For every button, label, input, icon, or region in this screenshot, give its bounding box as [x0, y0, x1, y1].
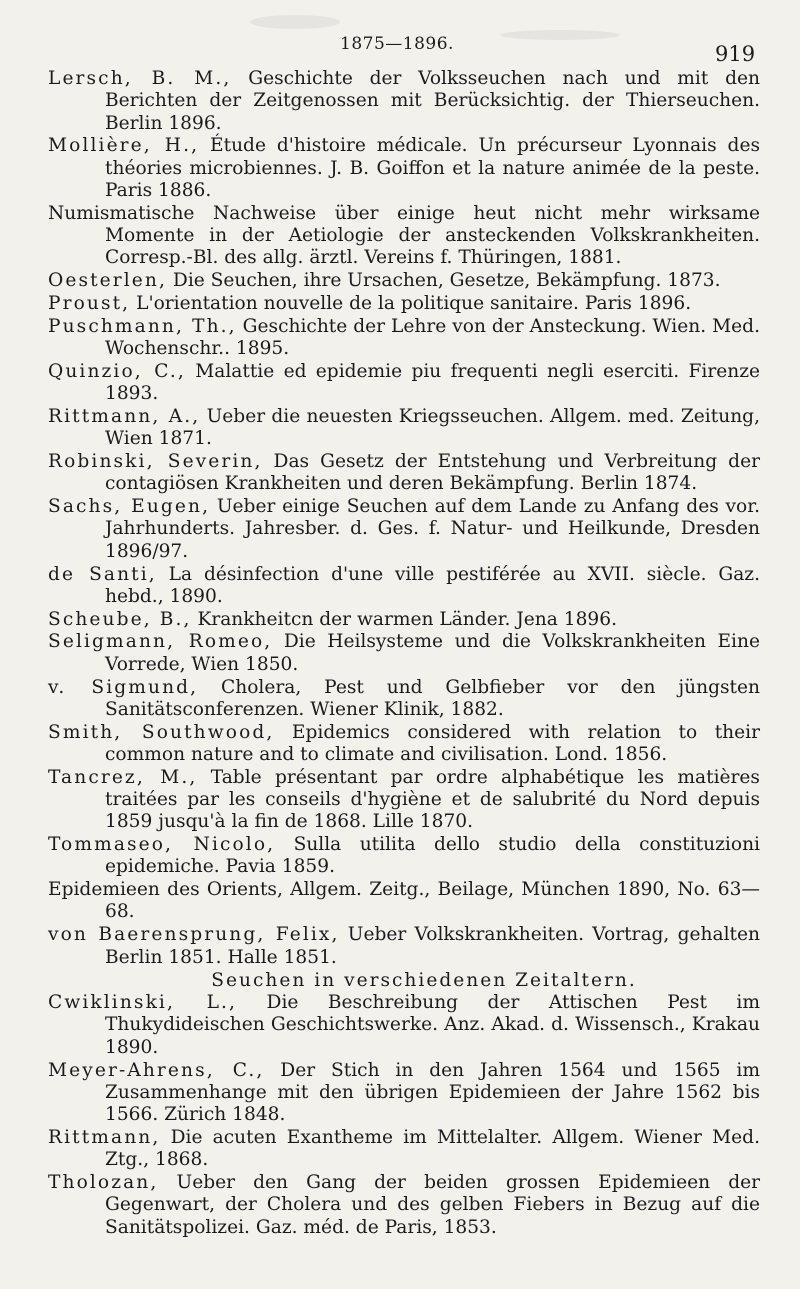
- entry-text: Epidemics considered with relation to their common nature and to climate and civilisation. Lond. 1856.: [105, 721, 760, 765]
- entry-author: Rittmann,: [48, 1126, 161, 1148]
- entry-author: Rittmann, A.,: [48, 405, 201, 427]
- entry-text: La désinfection d'une ville pestiférée au XVII. siècle. Gaz. hebd., 1890.: [105, 563, 760, 607]
- entry-text: Die Heilsysteme und die Volkskrankheiten Eine Vorrede, Wien 1850.: [105, 631, 760, 675]
- bibliography-entry: [48, 406, 760, 451]
- bibliography-entry: [48, 631, 760, 676]
- entry-text: L'orientation nouvelle de la politique sanitaire. Paris 1896.: [130, 292, 692, 314]
- bibliography-entry: [48, 722, 760, 767]
- entry-text: Table présentant par ordre alphabétique les matières traitées par les conseils d'hygiène et de salubrité du Nord depuis 1859 jusqu'à la fin de 1868. Lille 1870.: [105, 766, 760, 833]
- paper-smudge: [500, 30, 620, 40]
- entry-author: Tancrez, M.,: [48, 766, 198, 788]
- bibliography-entry: [48, 1127, 760, 1172]
- entry-text: Cholera, Pest und Gelbfieber vor den jüngsten Sanitätsconferenzen. Wiener Klinik, 1882.: [105, 676, 761, 720]
- entry-author: Meyer-Ahrens, C.,: [48, 1059, 265, 1081]
- paper-smudge: [250, 15, 340, 29]
- entry-text: Geschichte der Volksseuchen nach und mit den Berichten der Zeitgenossen mit Berücksichtig. der Thierseuchen. Berlin 1896.: [105, 68, 760, 134]
- entry-text: Sulla utilita dello studio della constituzioni epidemiche. Pavia 1859.: [105, 834, 760, 878]
- bibliography-entry: [48, 564, 760, 609]
- entry-author: von Baerensprung, Felix,: [48, 924, 340, 946]
- bibliography-entry: [48, 135, 760, 202]
- entry-author: Sachs, Eugen,: [48, 496, 211, 518]
- entry-author: Tholozan,: [48, 1172, 159, 1194]
- bibliography-entry: [48, 361, 760, 406]
- bibliography-entry: [48, 1172, 760, 1239]
- entry-text: Étude d'histoire médicale. Un précurseur Lyonnais des théories microbiennes. J. B. Goiffon et la nature animée de la peste. Paris 1886.: [105, 135, 760, 201]
- entry-text: Krankheitcn der warmen Länder. Jena 1896.: [191, 608, 617, 630]
- entry-text: Ueber einige Seuchen auf dem Lande zu Anfang des vor. Jahrhunderts. Jahresber. d. Ges. f. Natur- und Heilkunde, Dresden 1896/97.: [105, 496, 760, 562]
- entry-author: de Santi,: [48, 563, 157, 585]
- page-number: 919: [715, 42, 756, 66]
- bibliography-entry: [48, 879, 760, 924]
- entry-text: Die Beschreibung der Attischen Pest im Thukydideischen Geschichtswerke. Anz. Akad. d. Wissensch., Krakau 1890.: [105, 992, 760, 1058]
- entry-author: Quinzio, C.,: [48, 360, 186, 382]
- entry-text: Die acuten Exantheme im Mittelalter. Allgem. Wiener Med. Ztg., 1868.: [105, 1126, 760, 1171]
- bibliography-entry: [48, 1060, 760, 1127]
- bibliography-entry: [48, 203, 760, 270]
- entry-author: Lersch, B. M.,: [48, 68, 232, 89]
- entry-text: Ueber die neuesten Kriegsseuchen. Allgem. med. Zeitung, Wien 1871.: [105, 405, 760, 450]
- page-header: [0, 22, 800, 66]
- entry-text: Ueber Volkskrankheiten. Vortrag, gehalten Berlin 1851. Halle 1851.: [105, 924, 760, 968]
- bibliography-entry: [48, 316, 760, 361]
- bibliography-entry: [48, 270, 760, 292]
- entry-text: Geschichte der Lehre von der Ansteckung. Wien. Med. Wochenschr.. 1895.: [105, 315, 760, 360]
- entry-author: Puschmann, Th.,: [48, 315, 237, 337]
- entry-author: Proust,: [48, 292, 131, 314]
- bibliography-entry: [48, 767, 760, 834]
- entry-text: Ueber den Gang der beiden grossen Epidemieen der Gegenwart, der Cholera und des gelben Fiebers in Bezug auf die Sanitätspolizei. Gaz. méd. de Paris, 1853.: [105, 1172, 760, 1238]
- bibliography-entry: [48, 677, 760, 722]
- entry-text: Der Stich in den Jahren 1564 und 1565 im Zusammenhange mit den übrigen Epidemieen der Jahre 1562 bis 1566. Zürich 1848.: [105, 1059, 760, 1126]
- entries-before: [48, 68, 760, 969]
- entry-text: Die Seuchen, ihre Ursachen, Gesetze, Bekämpfung. 1873.: [167, 270, 721, 292]
- bibliography-entry: [48, 609, 760, 631]
- entry-text: Numismatische Nachweise über einige heut nicht mehr wirksame Momente in der Aetiologie der ansteckenden Volkskrankheiten. Corresp.-Bl. des allg. ärztl. Vereins f. Thüringen, 1881.: [48, 202, 760, 269]
- entry-author: Scheube, B.,: [48, 608, 192, 630]
- bibliography-entry: [48, 924, 760, 969]
- running-head: 1875—1896.: [340, 34, 454, 54]
- entry-text: Epidemieen des Orients, Allgem. Zeitg., Beilage, München 1890, No. 63—68.: [48, 879, 760, 923]
- section-title: Seuchen in verschiedenen Zeitaltern.: [211, 969, 637, 991]
- entries-after: [48, 992, 760, 1239]
- entry-text: Das Gesetz der Entstehung und Verbreitung der contagiösen Krankheiten und deren Bekämpfung. Berlin 1874.: [105, 451, 760, 495]
- bibliography-entry: [48, 68, 760, 135]
- entry-author: Smith, Southwood,: [48, 721, 275, 743]
- entry-author: Mollière, H.,: [48, 135, 200, 157]
- bibliography-entry: [48, 293, 760, 315]
- entry-author: v. Sigmund,: [48, 676, 199, 698]
- entry-author: Tommaseo, Nicolo,: [48, 834, 276, 856]
- entry-author: Robinski, Severin,: [48, 451, 263, 473]
- entry-author: Seligmann, Romeo,: [48, 631, 273, 653]
- bibliography-entry: [48, 992, 760, 1059]
- bibliography-entry: [48, 496, 760, 563]
- entry-author: Cwiklinski, L.,: [48, 992, 238, 1014]
- entry-text: Malattie ed epidemie piu frequenti negli eserciti. Firenze 1893.: [105, 360, 760, 405]
- bibliography-entry: [48, 451, 760, 496]
- entry-author: Oesterlen,: [48, 270, 167, 292]
- bibliography: [48, 68, 760, 1239]
- bibliography-entry: [48, 834, 760, 879]
